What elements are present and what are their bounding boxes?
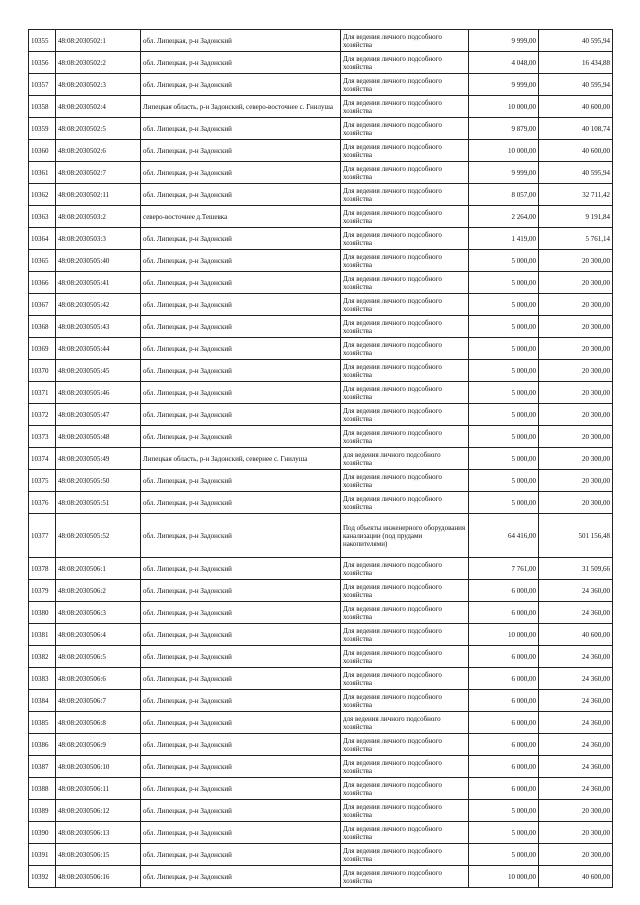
row-number: 10364: [29, 228, 56, 250]
cadastral-cost: 40 600,00: [539, 866, 613, 888]
cadastral-cost: 20 300,00: [539, 316, 613, 338]
row-number: 10381: [29, 624, 56, 646]
permitted-use: Для ведения личного подсобного хозяйства: [341, 272, 469, 294]
address: обл. Липецкая, р-н Задонский: [141, 492, 341, 514]
cadastral-number: 48:08:2030506:15: [56, 844, 141, 866]
row-number: 10384: [29, 690, 56, 712]
row-number: 10371: [29, 382, 56, 404]
table-row: [29, 184, 613, 206]
permitted-use: Для ведения личного подсобного хозяйства: [341, 800, 469, 822]
row-number: 10370: [29, 360, 56, 382]
address: обл. Липецкая, р-н Задонский: [141, 52, 341, 74]
area-value: 6 000,00: [469, 646, 539, 668]
table-row: [29, 404, 613, 426]
permitted-use: для ведения личного подсобного хозяйства: [341, 448, 469, 470]
cadastral-number: 48:08:2030505:46: [56, 382, 141, 404]
row-number: 10356: [29, 52, 56, 74]
cadastral-cost: 24 360,00: [539, 602, 613, 624]
cadastral-cost: 32 711,42: [539, 184, 613, 206]
cadastral-number: 48:08:2030506:2: [56, 580, 141, 602]
table-row: [29, 250, 613, 272]
cadastral-cost: 9 191,84: [539, 206, 613, 228]
permitted-use: Для ведения личного подсобного хозяйства: [341, 822, 469, 844]
address: обл. Липецкая, р-н Задонский: [141, 778, 341, 800]
row-number: 10382: [29, 646, 56, 668]
table-row: [29, 558, 613, 580]
row-number: 10378: [29, 558, 56, 580]
area-value: 1 419,00: [469, 228, 539, 250]
permitted-use: Для ведения личного подсобного хозяйства: [341, 140, 469, 162]
row-number: 10386: [29, 734, 56, 756]
address: северо-восточнее д.Тешевка: [141, 206, 341, 228]
area-value: 5 000,00: [469, 470, 539, 492]
area-value: 6 000,00: [469, 734, 539, 756]
row-number: 10357: [29, 74, 56, 96]
address: обл. Липецкая, р-н Задонский: [141, 162, 341, 184]
permitted-use: Для ведения личного подсобного хозяйства: [341, 206, 469, 228]
row-number: 10392: [29, 866, 56, 888]
permitted-use: Под объекты инженерного оборудования канализации (под прудами накопителями): [341, 514, 469, 558]
table-row: [29, 734, 613, 756]
cadastral-cost: 40 600,00: [539, 624, 613, 646]
table-row: [29, 492, 613, 514]
table-body: [29, 30, 613, 888]
cadastral-cost: 24 360,00: [539, 646, 613, 668]
cadastral-number: 48:08:2030506:10: [56, 756, 141, 778]
cadastral-number: 48:08:2030506:3: [56, 602, 141, 624]
cadastral-number: 48:08:2030505:51: [56, 492, 141, 514]
table-row: [29, 580, 613, 602]
permitted-use: Для ведения личного подсобного хозяйства: [341, 316, 469, 338]
row-number: 10363: [29, 206, 56, 228]
cadastral-cost: 20 300,00: [539, 844, 613, 866]
row-number: 10360: [29, 140, 56, 162]
cadastral-cost: 40 600,00: [539, 140, 613, 162]
permitted-use: Для ведения личного подсобного хозяйства: [341, 492, 469, 514]
cadastral-number: 48:08:2030502:2: [56, 52, 141, 74]
cadastral-cost: 16 434,88: [539, 52, 613, 74]
area-value: 10 000,00: [469, 140, 539, 162]
area-value: 5 000,00: [469, 250, 539, 272]
cadastral-cost: 20 300,00: [539, 250, 613, 272]
area-value: 5 000,00: [469, 492, 539, 514]
cadastral-cost: 20 300,00: [539, 492, 613, 514]
address: обл. Липецкая, р-н Задонский: [141, 404, 341, 426]
area-value: 4 048,00: [469, 52, 539, 74]
cadastral-cost: 501 156,48: [539, 514, 613, 558]
table-row: [29, 74, 613, 96]
address: Липецкая область, р-н Задонский, севернее с. Гнилуша: [141, 448, 341, 470]
area-value: 9 999,00: [469, 162, 539, 184]
row-number: 10355: [29, 30, 56, 52]
cadastral-cost: 24 360,00: [539, 778, 613, 800]
table-row: [29, 822, 613, 844]
area-value: 5 000,00: [469, 800, 539, 822]
permitted-use: Для ведения личного подсобного хозяйства: [341, 52, 469, 74]
permitted-use: Для ведения личного подсобного хозяйства: [341, 580, 469, 602]
table-row: [29, 206, 613, 228]
cadastral-number: 48:08:2030506:6: [56, 668, 141, 690]
address: обл. Липецкая, р-н Задонский: [141, 74, 341, 96]
area-value: 5 000,00: [469, 338, 539, 360]
cadastral-cost: 40 595,94: [539, 74, 613, 96]
cadastral-cost: 20 300,00: [539, 426, 613, 448]
row-number: 10358: [29, 96, 56, 118]
address: обл. Липецкая, р-н Задонский: [141, 514, 341, 558]
table-row: [29, 382, 613, 404]
cadastral-cost: 24 360,00: [539, 734, 613, 756]
cadastral-number: 48:08:2030505:42: [56, 294, 141, 316]
cadastral-cost: 40 600,00: [539, 96, 613, 118]
address: обл. Липецкая, р-н Задонский: [141, 294, 341, 316]
row-number: 10376: [29, 492, 56, 514]
table-row: [29, 470, 613, 492]
table-row: [29, 866, 613, 888]
permitted-use: Для ведения личного подсобного хозяйства: [341, 184, 469, 206]
table-row: [29, 712, 613, 734]
address: обл. Липецкая, р-н Задонский: [141, 690, 341, 712]
permitted-use: Для ведения личного подсобного хозяйства: [341, 470, 469, 492]
area-value: 10 000,00: [469, 624, 539, 646]
area-value: 6 000,00: [469, 668, 539, 690]
cadastral-cost: 5 761,14: [539, 228, 613, 250]
address: обл. Липецкая, р-н Задонский: [141, 382, 341, 404]
table-row: [29, 316, 613, 338]
cadastral-cost: 24 360,00: [539, 690, 613, 712]
table-row: [29, 668, 613, 690]
area-value: 10 000,00: [469, 866, 539, 888]
address: обл. Липецкая, р-н Задонский: [141, 602, 341, 624]
area-value: 64 416,00: [469, 514, 539, 558]
permitted-use: Для ведения личного подсобного хозяйства: [341, 382, 469, 404]
cadastral-number: 48:08:2030506:16: [56, 866, 141, 888]
cadastral-cost: 40 595,94: [539, 162, 613, 184]
cadastral-number: 48:08:2030505:40: [56, 250, 141, 272]
row-number: 10380: [29, 602, 56, 624]
cadastral-cost: 31 509,66: [539, 558, 613, 580]
cadastral-number: 48:08:2030502:6: [56, 140, 141, 162]
table-row: [29, 30, 613, 52]
address: обл. Липецкая, р-н Задонский: [141, 30, 341, 52]
address: обл. Липецкая, р-н Задонский: [141, 844, 341, 866]
area-value: 2 264,00: [469, 206, 539, 228]
cadastral-cost: 40 595,94: [539, 30, 613, 52]
area-value: 6 000,00: [469, 690, 539, 712]
cadastral-number: 48:08:2030506:11: [56, 778, 141, 800]
cadastral-number: 48:08:2030503:3: [56, 228, 141, 250]
row-number: 10373: [29, 426, 56, 448]
cadastral-cost: 20 300,00: [539, 294, 613, 316]
cadastral-number: 48:08:2030506:5: [56, 646, 141, 668]
permitted-use: Для ведения личного подсобного хозяйства: [341, 250, 469, 272]
row-number: 10366: [29, 272, 56, 294]
permitted-use: Для ведения личного подсобного хозяйства: [341, 558, 469, 580]
permitted-use: Для ведения личного подсобного хозяйства: [341, 734, 469, 756]
row-number: 10377: [29, 514, 56, 558]
area-value: 6 000,00: [469, 778, 539, 800]
row-number: 10389: [29, 800, 56, 822]
address: обл. Липецкая, р-н Задонский: [141, 250, 341, 272]
permitted-use: Для ведения личного подсобного хозяйства: [341, 602, 469, 624]
permitted-use: Для ведения личного подсобного хозяйства: [341, 30, 469, 52]
permitted-use: Для ведения личного подсобного хозяйства: [341, 360, 469, 382]
table-row: [29, 162, 613, 184]
row-number: 10359: [29, 118, 56, 140]
area-value: 5 000,00: [469, 822, 539, 844]
address: обл. Липецкая, р-н Задонский: [141, 756, 341, 778]
area-value: 5 000,00: [469, 426, 539, 448]
row-number: 10390: [29, 822, 56, 844]
permitted-use: Для ведения личного подсобного хозяйства: [341, 690, 469, 712]
cadastral-number: 48:08:2030505:44: [56, 338, 141, 360]
cadastral-number: 48:08:2030502:3: [56, 74, 141, 96]
row-number: 10369: [29, 338, 56, 360]
permitted-use: Для ведения личного подсобного хозяйства: [341, 778, 469, 800]
address: обл. Липецкая, р-н Задонский: [141, 338, 341, 360]
address: обл. Липецкая, р-н Задонский: [141, 426, 341, 448]
area-value: 9 879,00: [469, 118, 539, 140]
row-number: 10379: [29, 580, 56, 602]
area-value: 5 000,00: [469, 272, 539, 294]
cadastral-number: 48:08:2030505:47: [56, 404, 141, 426]
table-row: [29, 624, 613, 646]
address: обл. Липецкая, р-н Задонский: [141, 228, 341, 250]
cadastral-cost: 20 300,00: [539, 822, 613, 844]
permitted-use: Для ведения личного подсобного хозяйства: [341, 294, 469, 316]
cadastral-cost: 24 360,00: [539, 668, 613, 690]
table-row: [29, 800, 613, 822]
cadastral-number: 48:08:2030502:4: [56, 96, 141, 118]
cadastral-number: 48:08:2030503:2: [56, 206, 141, 228]
table-row: [29, 96, 613, 118]
area-value: 10 000,00: [469, 96, 539, 118]
cadastral-cost: 20 300,00: [539, 470, 613, 492]
table-row: [29, 140, 613, 162]
cadastral-cost: 20 300,00: [539, 272, 613, 294]
row-number: 10391: [29, 844, 56, 866]
cadastral-number: 48:08:2030506:4: [56, 624, 141, 646]
permitted-use: Для ведения личного подсобного хозяйства: [341, 74, 469, 96]
permitted-use: Для ведения личного подсобного хозяйства: [341, 96, 469, 118]
address: обл. Липецкая, р-н Задонский: [141, 140, 341, 162]
cadastral-number: 48:08:2030506:13: [56, 822, 141, 844]
permitted-use: Для ведения личного подсобного хозяйства: [341, 118, 469, 140]
permitted-use: Для ведения личного подсобного хозяйства: [341, 866, 469, 888]
cadastral-cost: 24 360,00: [539, 756, 613, 778]
address: обл. Липецкая, р-н Задонский: [141, 360, 341, 382]
cadastral-cost: 20 300,00: [539, 448, 613, 470]
land-parcel-table: [28, 29, 613, 888]
table-row: [29, 514, 613, 558]
row-number: 10372: [29, 404, 56, 426]
table-row: [29, 228, 613, 250]
area-value: 5 000,00: [469, 294, 539, 316]
cadastral-cost: 24 360,00: [539, 580, 613, 602]
cadastral-number: 48:08:2030502:7: [56, 162, 141, 184]
table-row: [29, 778, 613, 800]
permitted-use: Для ведения личного подсобного хозяйства: [341, 404, 469, 426]
table-row: [29, 426, 613, 448]
table-row: [29, 646, 613, 668]
cadastral-number: 48:08:2030505:41: [56, 272, 141, 294]
permitted-use: Для ведения личного подсобного хозяйства: [341, 756, 469, 778]
area-value: 9 999,00: [469, 30, 539, 52]
cadastral-number: 48:08:2030506:12: [56, 800, 141, 822]
row-number: 10387: [29, 756, 56, 778]
table-row: [29, 118, 613, 140]
permitted-use: Для ведения личного подсобного хозяйства: [341, 426, 469, 448]
permitted-use: Для ведения личного подсобного хозяйства: [341, 646, 469, 668]
table-row: [29, 602, 613, 624]
row-number: 10361: [29, 162, 56, 184]
cadastral-cost: 20 300,00: [539, 360, 613, 382]
permitted-use: для ведения личного подсобного хозяйства: [341, 712, 469, 734]
row-number: 10375: [29, 470, 56, 492]
cadastral-number: 48:08:2030505:43: [56, 316, 141, 338]
cadastral-number: 48:08:2030506:8: [56, 712, 141, 734]
cadastral-number: 48:08:2030505:50: [56, 470, 141, 492]
cadastral-cost: 24 360,00: [539, 712, 613, 734]
row-number: 10374: [29, 448, 56, 470]
area-value: 5 000,00: [469, 316, 539, 338]
table-row: [29, 52, 613, 74]
area-value: 6 000,00: [469, 756, 539, 778]
address: обл. Липецкая, р-н Задонский: [141, 800, 341, 822]
area-value: 6 000,00: [469, 712, 539, 734]
area-value: 6 000,00: [469, 580, 539, 602]
address: обл. Липецкая, р-н Задонский: [141, 734, 341, 756]
table-row: [29, 690, 613, 712]
address: обл. Липецкая, р-н Задонский: [141, 646, 341, 668]
address: обл. Липецкая, р-н Задонский: [141, 558, 341, 580]
permitted-use: Для ведения личного подсобного хозяйства: [341, 338, 469, 360]
address: обл. Липецкая, р-н Задонский: [141, 272, 341, 294]
address: обл. Липецкая, р-н Задонский: [141, 624, 341, 646]
row-number: 10383: [29, 668, 56, 690]
cadastral-cost: 20 300,00: [539, 382, 613, 404]
cadastral-number: 48:08:2030502:5: [56, 118, 141, 140]
table-row: [29, 448, 613, 470]
cadastral-number: 48:08:2030506:9: [56, 734, 141, 756]
cadastral-number: 48:08:2030505:48: [56, 426, 141, 448]
address: обл. Липецкая, р-н Задонский: [141, 668, 341, 690]
area-value: 8 057,00: [469, 184, 539, 206]
address: обл. Липецкая, р-н Задонский: [141, 470, 341, 492]
table-row: [29, 272, 613, 294]
cadastral-number: 48:08:2030505:45: [56, 360, 141, 382]
cadastral-number: 48:08:2030505:49: [56, 448, 141, 470]
row-number: 10365: [29, 250, 56, 272]
cadastral-cost: 20 300,00: [539, 404, 613, 426]
row-number: 10385: [29, 712, 56, 734]
permitted-use: Для ведения личного подсобного хозяйства: [341, 668, 469, 690]
address: обл. Липецкая, р-н Задонский: [141, 712, 341, 734]
area-value: 5 000,00: [469, 404, 539, 426]
permitted-use: Для ведения личного подсобного хозяйства: [341, 624, 469, 646]
table-row: [29, 360, 613, 382]
cadastral-number: 48:08:2030506:1: [56, 558, 141, 580]
area-value: 5 000,00: [469, 448, 539, 470]
cadastral-cost: 40 108,74: [539, 118, 613, 140]
cadastral-cost: 20 300,00: [539, 800, 613, 822]
area-value: 9 999,00: [469, 74, 539, 96]
cadastral-number: 48:08:2030502:11: [56, 184, 141, 206]
address: обл. Липецкая, р-н Задонский: [141, 184, 341, 206]
address: Липецкая область, р-н Задонский, северо-восточнее с. Гнилуша: [141, 96, 341, 118]
address: обл. Липецкая, р-н Задонский: [141, 316, 341, 338]
address: обл. Липецкая, р-н Задонский: [141, 866, 341, 888]
permitted-use: Для ведения личного подсобного хозяйства: [341, 228, 469, 250]
cadastral-number: 48:08:2030505:52: [56, 514, 141, 558]
row-number: 10368: [29, 316, 56, 338]
address: обл. Липецкая, р-н Задонский: [141, 822, 341, 844]
area-value: 6 000,00: [469, 602, 539, 624]
area-value: 5 000,00: [469, 844, 539, 866]
permitted-use: Для ведения личного подсобного хозяйства: [341, 844, 469, 866]
cadastral-cost: 20 300,00: [539, 338, 613, 360]
table-row: [29, 294, 613, 316]
address: обл. Липецкая, р-н Задонский: [141, 118, 341, 140]
row-number: 10367: [29, 294, 56, 316]
area-value: 5 000,00: [469, 382, 539, 404]
row-number: 10362: [29, 184, 56, 206]
table-row: [29, 756, 613, 778]
cadastral-number: 48:08:2030506:7: [56, 690, 141, 712]
area-value: 7 761,00: [469, 558, 539, 580]
table-row: [29, 844, 613, 866]
permitted-use: Для ведения личного подсобного хозяйства: [341, 162, 469, 184]
cadastral-number: 48:08:2030502:1: [56, 30, 141, 52]
table-row: [29, 338, 613, 360]
address: обл. Липецкая, р-н Задонский: [141, 580, 341, 602]
area-value: 5 000,00: [469, 360, 539, 382]
row-number: 10388: [29, 778, 56, 800]
